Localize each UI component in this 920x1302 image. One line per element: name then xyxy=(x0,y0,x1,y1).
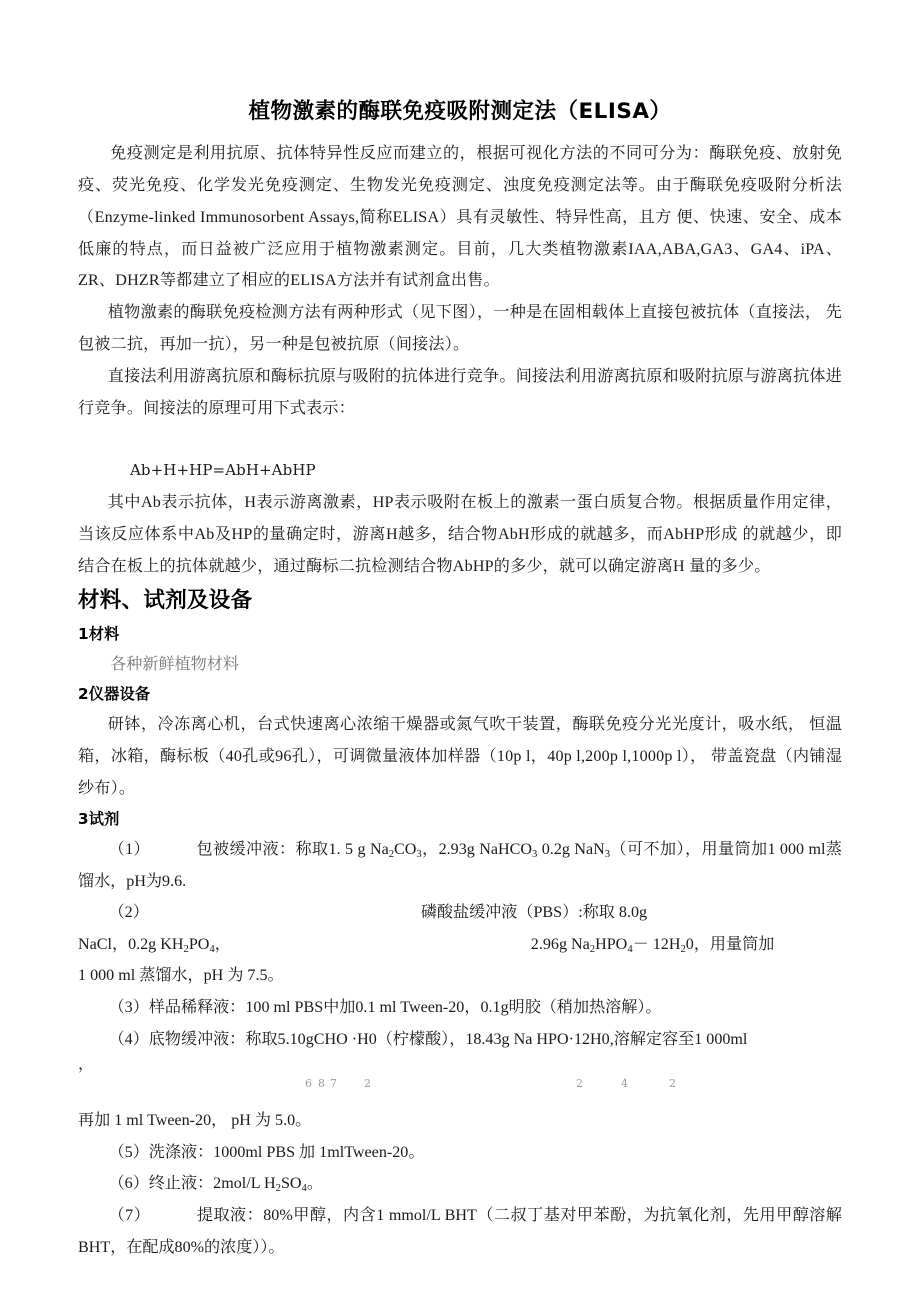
reagent-2-text-a: 磷酸盐缓冲液（PBS）:称取 8.0g xyxy=(420,904,648,922)
subheading-materials: 1材料 xyxy=(78,625,120,644)
materials-body: 各种新鲜植物材料 xyxy=(110,655,239,673)
orphan-sub-4: 4 xyxy=(621,1077,628,1091)
reagent-2-sub-e: 2 xyxy=(589,943,596,955)
reagent-item-1 xyxy=(78,834,842,897)
paragraph-two-forms: 植物激素的酶联免疫检测方法有两种形式（见下图），一种是在固相载体上直接包被抗体（直接法， 先包被二抗，再加一抗），另一种是包被抗原（间接法）。 xyxy=(78,304,842,354)
reagent-item-2-line3: 1 000 ml 蒸馏水，pH 为 7.5。 xyxy=(78,967,284,985)
subheading-reagents: 3试剂 xyxy=(78,809,120,828)
reagent-item-7 xyxy=(78,1200,842,1263)
orphan-sub-6: 6 xyxy=(305,1077,312,1091)
reagent-2-sub-b: 2 xyxy=(183,943,189,955)
reagent-1-text-e: （可不加），用量筒加1 000 ml蒸馏水，pH为9.6. xyxy=(78,841,843,890)
reagent-2-text-d: ， xyxy=(214,935,231,953)
reagent-1-sub-c: 3 xyxy=(532,848,538,860)
reagent-6-text-a: （6）终止液：2mol/L H xyxy=(108,1175,276,1193)
reagent-item-2-line1 xyxy=(78,897,842,929)
reagent-6-text-c: 。 xyxy=(306,1175,323,1193)
reagent-2-text-f: HPO xyxy=(595,935,628,953)
reagent-2-sub-f: 4 xyxy=(627,943,633,955)
reagent-2-text-e: 2.96g Na xyxy=(530,935,590,953)
reagent-2-sub-g: 2 xyxy=(680,943,686,955)
reagent-1-text-a: 包被缓冲液：称取1. 5 g Na xyxy=(196,841,389,859)
reagent-1-label: （1） xyxy=(108,841,151,859)
paragraph-explanation: 其中Ab表示抗体，H表示游离激素，HP表示吸附在板上的激素一蛋白质复合物。根据质量作用定律，当该反应体系中Ab及HP的量确定时，游离H越多，结合物AbH形成的就越多，而AbHP形成 的就越少，即结合在板上的抗体就越少，通过酶标二抗检测结合物AbHP的多少，就可以确定游离H 量的多少。 xyxy=(78,494,842,575)
orphan-sub-2a: 2 xyxy=(364,1077,371,1091)
document-body xyxy=(78,96,842,1263)
paragraph-intro: 免疫测定是利用抗原、抗体特异性反应而建立的，根据可视化方法的不同可分为：酶联免疫、放射免疫、荧光免疫、化学发光免疫测定、生物发光免疫测定、浊度免疫测定法等。由于酶联免疫吸附分析法（Enzyme-linked Immunosorbent Assays,简称ELISA）具有灵敏性、特异性高，且方 便、快速、安全、成本低廉的特点，而日益被广泛应用于植物激素测定。目前，几大类植物激素IAA,ABA,GA3、GA4、iPA、ZR、DHZR等都建立了相应的ELISA方法并有试剂盒出售。 xyxy=(78,145,842,290)
reagent-1-text-c: ，2.93g NaHCO xyxy=(421,841,533,859)
reagent-item-5: （5）洗涤液：1000ml PBS 加 1mlTween-20。 xyxy=(108,1143,425,1161)
reagent-2-label: （2） xyxy=(108,904,149,922)
reagent-1-text-d: 0.2g NaN xyxy=(537,841,605,859)
reagent-2-text-c: PO xyxy=(188,935,210,953)
reagent-1-sub-a: 2 xyxy=(388,848,395,860)
reagent-6-sub-a: 2 xyxy=(275,1183,281,1195)
reagent-item-3: （3）样品稀释液：100 ml PBS中加0.1 ml Tween-20，0.1g明胶（稍加热溶解）。 xyxy=(108,998,662,1016)
orphan-sub-2c: 2 xyxy=(669,1077,676,1091)
reagent-1-sub-d: 3 xyxy=(604,848,611,860)
equation-spacer xyxy=(78,424,842,455)
paragraph-competition: 直接法利用游离抗原和酶标抗原与吸附的抗体进行竞争。间接法利用游离抗原和吸附抗原与游离抗体进行竞争。间接法的原理可用下式表示： xyxy=(78,367,842,417)
subheading-equipment: 2仪器设备 xyxy=(78,684,151,703)
reagent-item-4: （4）底物缓冲液：称取5.10gCHO ·H0（柠檬酸），18.43g Na HPO·12H0,溶解定容至1 000ml xyxy=(108,1030,748,1048)
orphan-sub-2b: 2 xyxy=(576,1077,583,1091)
equation-line: Ab+H+HP=AbH+AbHP xyxy=(130,461,316,480)
reagent-2-sub-c: 4 xyxy=(209,943,215,955)
reagent-item-4-continuation: 再加 1 ml Tween-20， pH 为 5.0。 xyxy=(78,1112,312,1130)
reagent-item-6 xyxy=(78,1168,842,1200)
reagent-2-text-b: NaCl，0.2g KH xyxy=(78,935,184,953)
reagent-1-sub-b: 3 xyxy=(416,848,422,860)
equipment-body: 研钵，冷冻离心机，台式快速离心浓缩干燥器或氮气吹干装置，酶联免疫分光光度计，吸水纸， 恒温箱，冰箱，酶标板（40孔或96孔），可调微量液体加样器（10p l，40p l,200p l,1000p l）， 带盖瓷盘（内铺湿纱布）。 xyxy=(78,716,842,797)
reagent-2-text-h: 0，用量筒加 xyxy=(685,935,775,953)
reagent-item-2-line2 xyxy=(78,929,842,961)
orphan-sub-7: 7 xyxy=(330,1077,337,1091)
reagent-7-text: 提取液：80%甲醇，内含1 mmol/L BHT（二叔丁基对甲苯酚，为抗氧化剂，先用甲醇溶解 BHT，在配成80%的浓度））。 xyxy=(78,1206,843,1256)
reagent-6-sub-b: 4 xyxy=(301,1183,307,1195)
reagent-7-label: （7） xyxy=(108,1206,151,1224)
reagent-item-4-trailing-comma: ， xyxy=(78,1056,95,1074)
orphan-sub-8: 8 xyxy=(318,1077,325,1091)
section-heading-materials: 材料、试剂及设备 xyxy=(78,587,253,613)
reagent-2-text-g: － 12H xyxy=(632,935,681,953)
reagent-6-text-b: SO xyxy=(280,1175,302,1193)
orphaned-subscripts-row xyxy=(78,1075,842,1105)
page-title: 植物激素的酶联免疫吸附测定法（ELISA） xyxy=(248,99,672,124)
reagent-1-text-b: CO xyxy=(394,841,417,859)
